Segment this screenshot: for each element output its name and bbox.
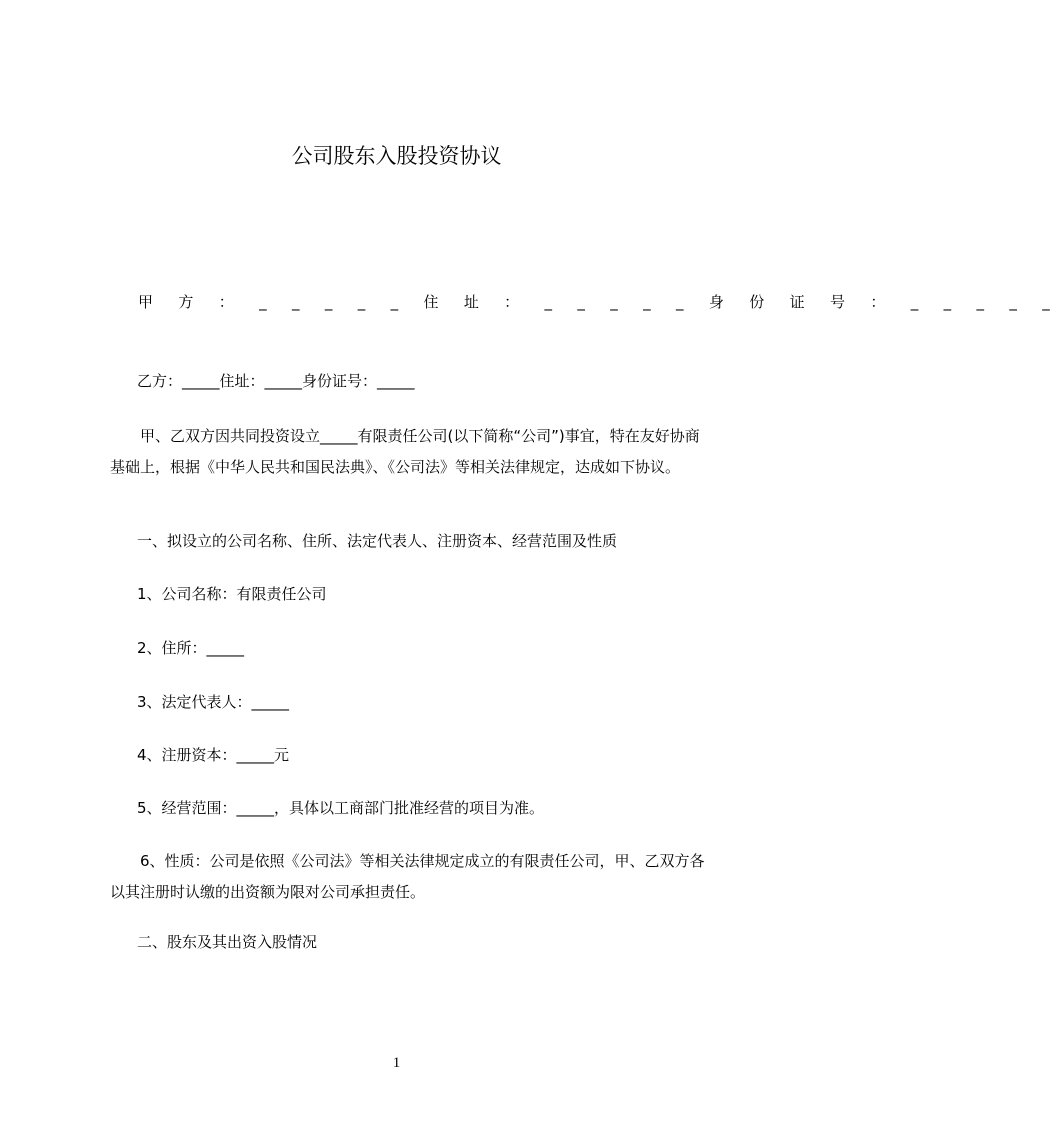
party-b-line: 乙方：_____住址：_____身份证号：_____ — [137, 372, 415, 390]
item-address: 2、住所：_____ — [137, 639, 245, 657]
item-registered-capital: 4、注册资本：_____元 — [137, 746, 290, 764]
item-company-name: 1、公司名称：有限责任公司 — [137, 585, 327, 603]
page-title: 公司股东入股投资协议 — [291, 144, 502, 168]
section-1-heading: 一、拟设立的公司名称、住所、法定代表人、注册资本、经营范围及性质 — [137, 532, 618, 550]
page-number: 1 — [392, 1055, 401, 1071]
item-business-scope: 5、经营范围：_____，具体以工商部门批准经营的项目为准。 — [137, 799, 545, 817]
preamble-paragraph: 甲、乙双方因共同投资设立_____有限责任公司(以下简称“公司”)事宜，特在友好协商基础上，根据《中华人民共和国民法典》、《公司法》等相关法律规定，达成如下协议。 — [110, 427, 700, 476]
section-2-heading: 二、股东及其出资入股情况 — [137, 933, 318, 951]
item-legal-representative: 3、法定代表人：_____ — [137, 693, 290, 711]
party-a-line: 甲 方 ： _ _ _ _ _ 住 址 ： _ _ _ _ _ 身 份 证 号 ： _ _ _ _ _ — [138, 293, 1060, 311]
item-nature-paragraph: 6、性质：公司是依照《公司法》等相关法律规定成立的有限责任公司，甲、乙双方各以其注册时认缴的出资额为限对公司承担责任。 — [110, 852, 705, 901]
